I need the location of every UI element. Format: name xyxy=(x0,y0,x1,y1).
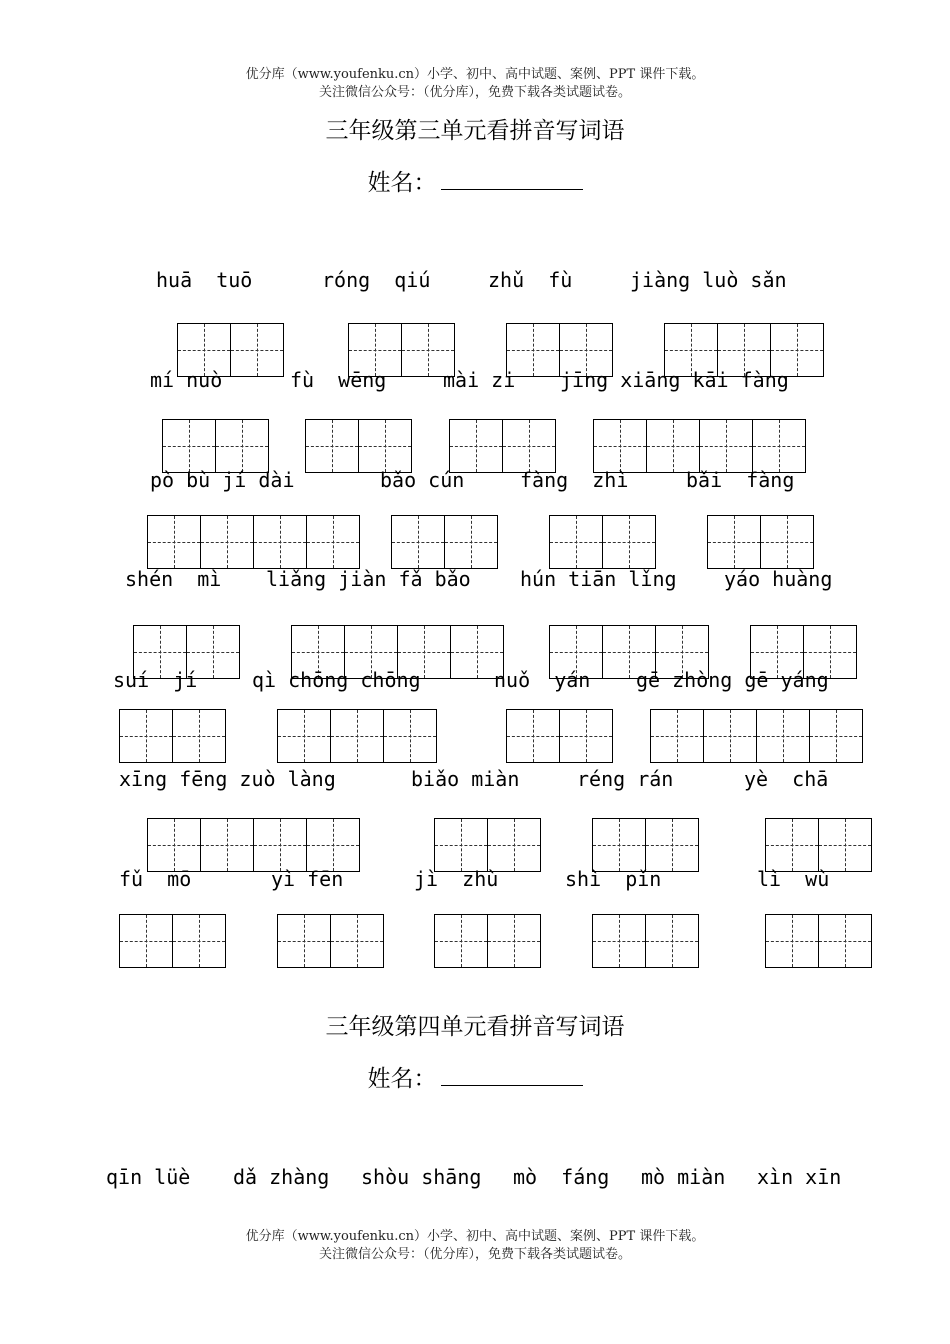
pinyin-word: réng rán xyxy=(577,767,674,791)
pinyin-word: shòu shāng xyxy=(361,1165,482,1189)
tianzige-cell[interactable] xyxy=(253,515,307,569)
tianzige-group xyxy=(592,914,698,968)
tianzige-cell[interactable] xyxy=(752,419,806,473)
tianzige-cell[interactable] xyxy=(434,818,488,872)
pinyin-word: liǎng jiàn fǎ bǎo xyxy=(266,567,471,591)
tianzige-group xyxy=(592,818,698,872)
pinyin-word: mài zi xyxy=(443,368,516,392)
tianzige-group xyxy=(119,709,225,763)
tianzige-group xyxy=(277,709,436,763)
tianzige-cell[interactable] xyxy=(602,515,656,569)
tianzige-group xyxy=(277,914,383,968)
tianzige-cell[interactable] xyxy=(215,419,269,473)
tianzige-cell[interactable] xyxy=(699,419,753,473)
tianzige-cell[interactable] xyxy=(306,818,360,872)
tianzige-cell[interactable] xyxy=(809,709,863,763)
tianzige-group xyxy=(147,818,359,872)
tianzige-group xyxy=(650,709,862,763)
tianzige-cell[interactable] xyxy=(559,709,613,763)
pinyin-word: mò fáng xyxy=(513,1165,610,1189)
tianzige-cell[interactable] xyxy=(147,818,201,872)
tianzige-group xyxy=(593,419,805,473)
pinyin-word: yì fēn xyxy=(271,867,344,891)
tianzige-cell[interactable] xyxy=(549,515,603,569)
tianzige-cell[interactable] xyxy=(646,419,700,473)
tianzige-cell[interactable] xyxy=(592,818,646,872)
tianzige-cell[interactable] xyxy=(305,419,359,473)
tianzige-cell[interactable] xyxy=(172,709,226,763)
tianzige-cell[interactable] xyxy=(645,818,699,872)
pinyin-word: dǎ zhàng xyxy=(233,1165,330,1189)
unit4-name-field xyxy=(0,1063,950,1093)
tianzige-group xyxy=(391,515,497,569)
tianzige-group xyxy=(506,709,612,763)
tianzige-cell[interactable] xyxy=(444,515,498,569)
tianzige-cell[interactable] xyxy=(172,914,226,968)
tianzige-group xyxy=(434,818,540,872)
pinyin-word: zhǔ fù xyxy=(488,268,573,292)
tianzige-cell[interactable] xyxy=(200,515,254,569)
tianzige-cell[interactable] xyxy=(391,515,445,569)
footer-line-2: 关注微信公众号：（优分库），免费下载各类试题试卷。 xyxy=(318,1247,631,1262)
tianzige-cell[interactable] xyxy=(277,914,331,968)
tianzige-group xyxy=(147,515,359,569)
tianzige-cell[interactable] xyxy=(119,709,173,763)
pinyin-word: jīng xiāng kāi fàng xyxy=(560,368,789,392)
pinyin-word: lì wù xyxy=(757,867,830,891)
unit4-title: 三年级第四单元看拼音写词语 xyxy=(325,1014,625,1040)
pinyin-word: nuǒ yán xyxy=(494,668,591,692)
unit3-name-label: 姓名： xyxy=(367,170,437,196)
pinyin-word: mò miàn xyxy=(641,1165,726,1189)
tianzige-cell[interactable] xyxy=(818,914,872,968)
pinyin-word: xìn xīn xyxy=(757,1165,842,1189)
tianzige-cell[interactable] xyxy=(358,419,412,473)
tianzige-cell[interactable] xyxy=(765,818,819,872)
pinyin-word: shén mì xyxy=(125,567,222,591)
tianzige-cell[interactable] xyxy=(818,818,872,872)
pinyin-word: fǔ mō xyxy=(119,867,192,891)
tianzige-group xyxy=(707,515,813,569)
pinyin-word: mí nuò xyxy=(150,368,223,392)
tianzige-cell[interactable] xyxy=(277,709,331,763)
pinyin-word: gē zhòng gē yáng xyxy=(636,668,829,692)
pinyin-word: róng qiú xyxy=(322,268,431,292)
tianzige-group xyxy=(765,914,871,968)
pinyin-word: qīn lüè xyxy=(106,1165,191,1189)
tianzige-cell[interactable] xyxy=(765,914,819,968)
tianzige-cell[interactable] xyxy=(162,419,216,473)
tianzige-cell[interactable] xyxy=(487,818,541,872)
tianzige-cell[interactable] xyxy=(306,515,360,569)
tianzige-cell[interactable] xyxy=(593,419,647,473)
pinyin-word: yè chā xyxy=(744,767,829,791)
tianzige-cell[interactable] xyxy=(650,709,704,763)
unit3-name-blank[interactable] xyxy=(441,167,583,190)
pinyin-word: hún tiān lǐng xyxy=(520,567,677,591)
tianzige-cell[interactable] xyxy=(703,709,757,763)
pinyin-word: pò bù jí dài xyxy=(150,468,295,492)
pinyin-word: suí jí xyxy=(113,668,198,692)
tianzige-cell[interactable] xyxy=(119,914,173,968)
tianzige-cell[interactable] xyxy=(645,914,699,968)
tianzige-cell[interactable] xyxy=(502,419,556,473)
tianzige-group xyxy=(765,818,871,872)
tianzige-cell[interactable] xyxy=(230,323,284,377)
tianzige-group xyxy=(119,914,225,968)
pinyin-word: qì chōng chōng xyxy=(252,668,421,692)
tianzige-group xyxy=(549,515,655,569)
pinyin-word: fù wēng xyxy=(290,368,387,392)
pinyin-word: bǎo cún xyxy=(380,468,465,492)
pinyin-word: biǎo miàn xyxy=(411,767,520,791)
tianzige-cell[interactable] xyxy=(383,709,437,763)
pinyin-word: xīng fēng zuò làng xyxy=(119,767,336,791)
tianzige-cell[interactable] xyxy=(592,914,646,968)
tianzige-cell[interactable] xyxy=(147,515,201,569)
tianzige-cell[interactable] xyxy=(506,709,560,763)
tianzige-cell[interactable] xyxy=(449,419,503,473)
tianzige-cell[interactable] xyxy=(200,818,254,872)
pinyin-word: jì zhù xyxy=(414,867,499,891)
pinyin-word: huā tuō xyxy=(156,268,253,292)
tianzige-cell[interactable] xyxy=(253,818,307,872)
pinyin-word: shì pǐn xyxy=(565,867,662,891)
header-line-2: 关注微信公众号：（优分库），免费下载各类试题试卷。 xyxy=(318,85,631,100)
tianzige-group xyxy=(305,419,411,473)
tianzige-cell[interactable] xyxy=(434,914,488,968)
tianzige-cell[interactable] xyxy=(487,914,541,968)
tianzige-cell[interactable] xyxy=(756,709,810,763)
pinyin-word: yáo huàng xyxy=(724,567,833,591)
header-line-1: 优分库（www.youfenku.cn）小学、初中、高中试题、案例、PPT 课件下载。 xyxy=(245,67,705,82)
unit4-name-label: 姓名： xyxy=(367,1066,437,1092)
tianzige-group xyxy=(162,419,268,473)
tianzige-group xyxy=(449,419,555,473)
pinyin-word: jiàng luò sǎn xyxy=(630,268,787,292)
pinyin-word: fàng zhì xyxy=(520,468,629,492)
unit4-name-blank[interactable] xyxy=(441,1063,583,1086)
unit3-name-field xyxy=(0,167,950,197)
tianzige-cell[interactable] xyxy=(707,515,761,569)
tianzige-cell[interactable] xyxy=(330,709,384,763)
footer-line-1: 优分库（www.youfenku.cn）小学、初中、高中试题、案例、PPT 课件下载。 xyxy=(245,1229,705,1244)
tianzige-cell[interactable] xyxy=(330,914,384,968)
pinyin-word: bǎi fàng xyxy=(686,468,795,492)
tianzige-cell[interactable] xyxy=(760,515,814,569)
unit3-title: 三年级第三单元看拼音写词语 xyxy=(325,118,625,144)
tianzige-group xyxy=(434,914,540,968)
